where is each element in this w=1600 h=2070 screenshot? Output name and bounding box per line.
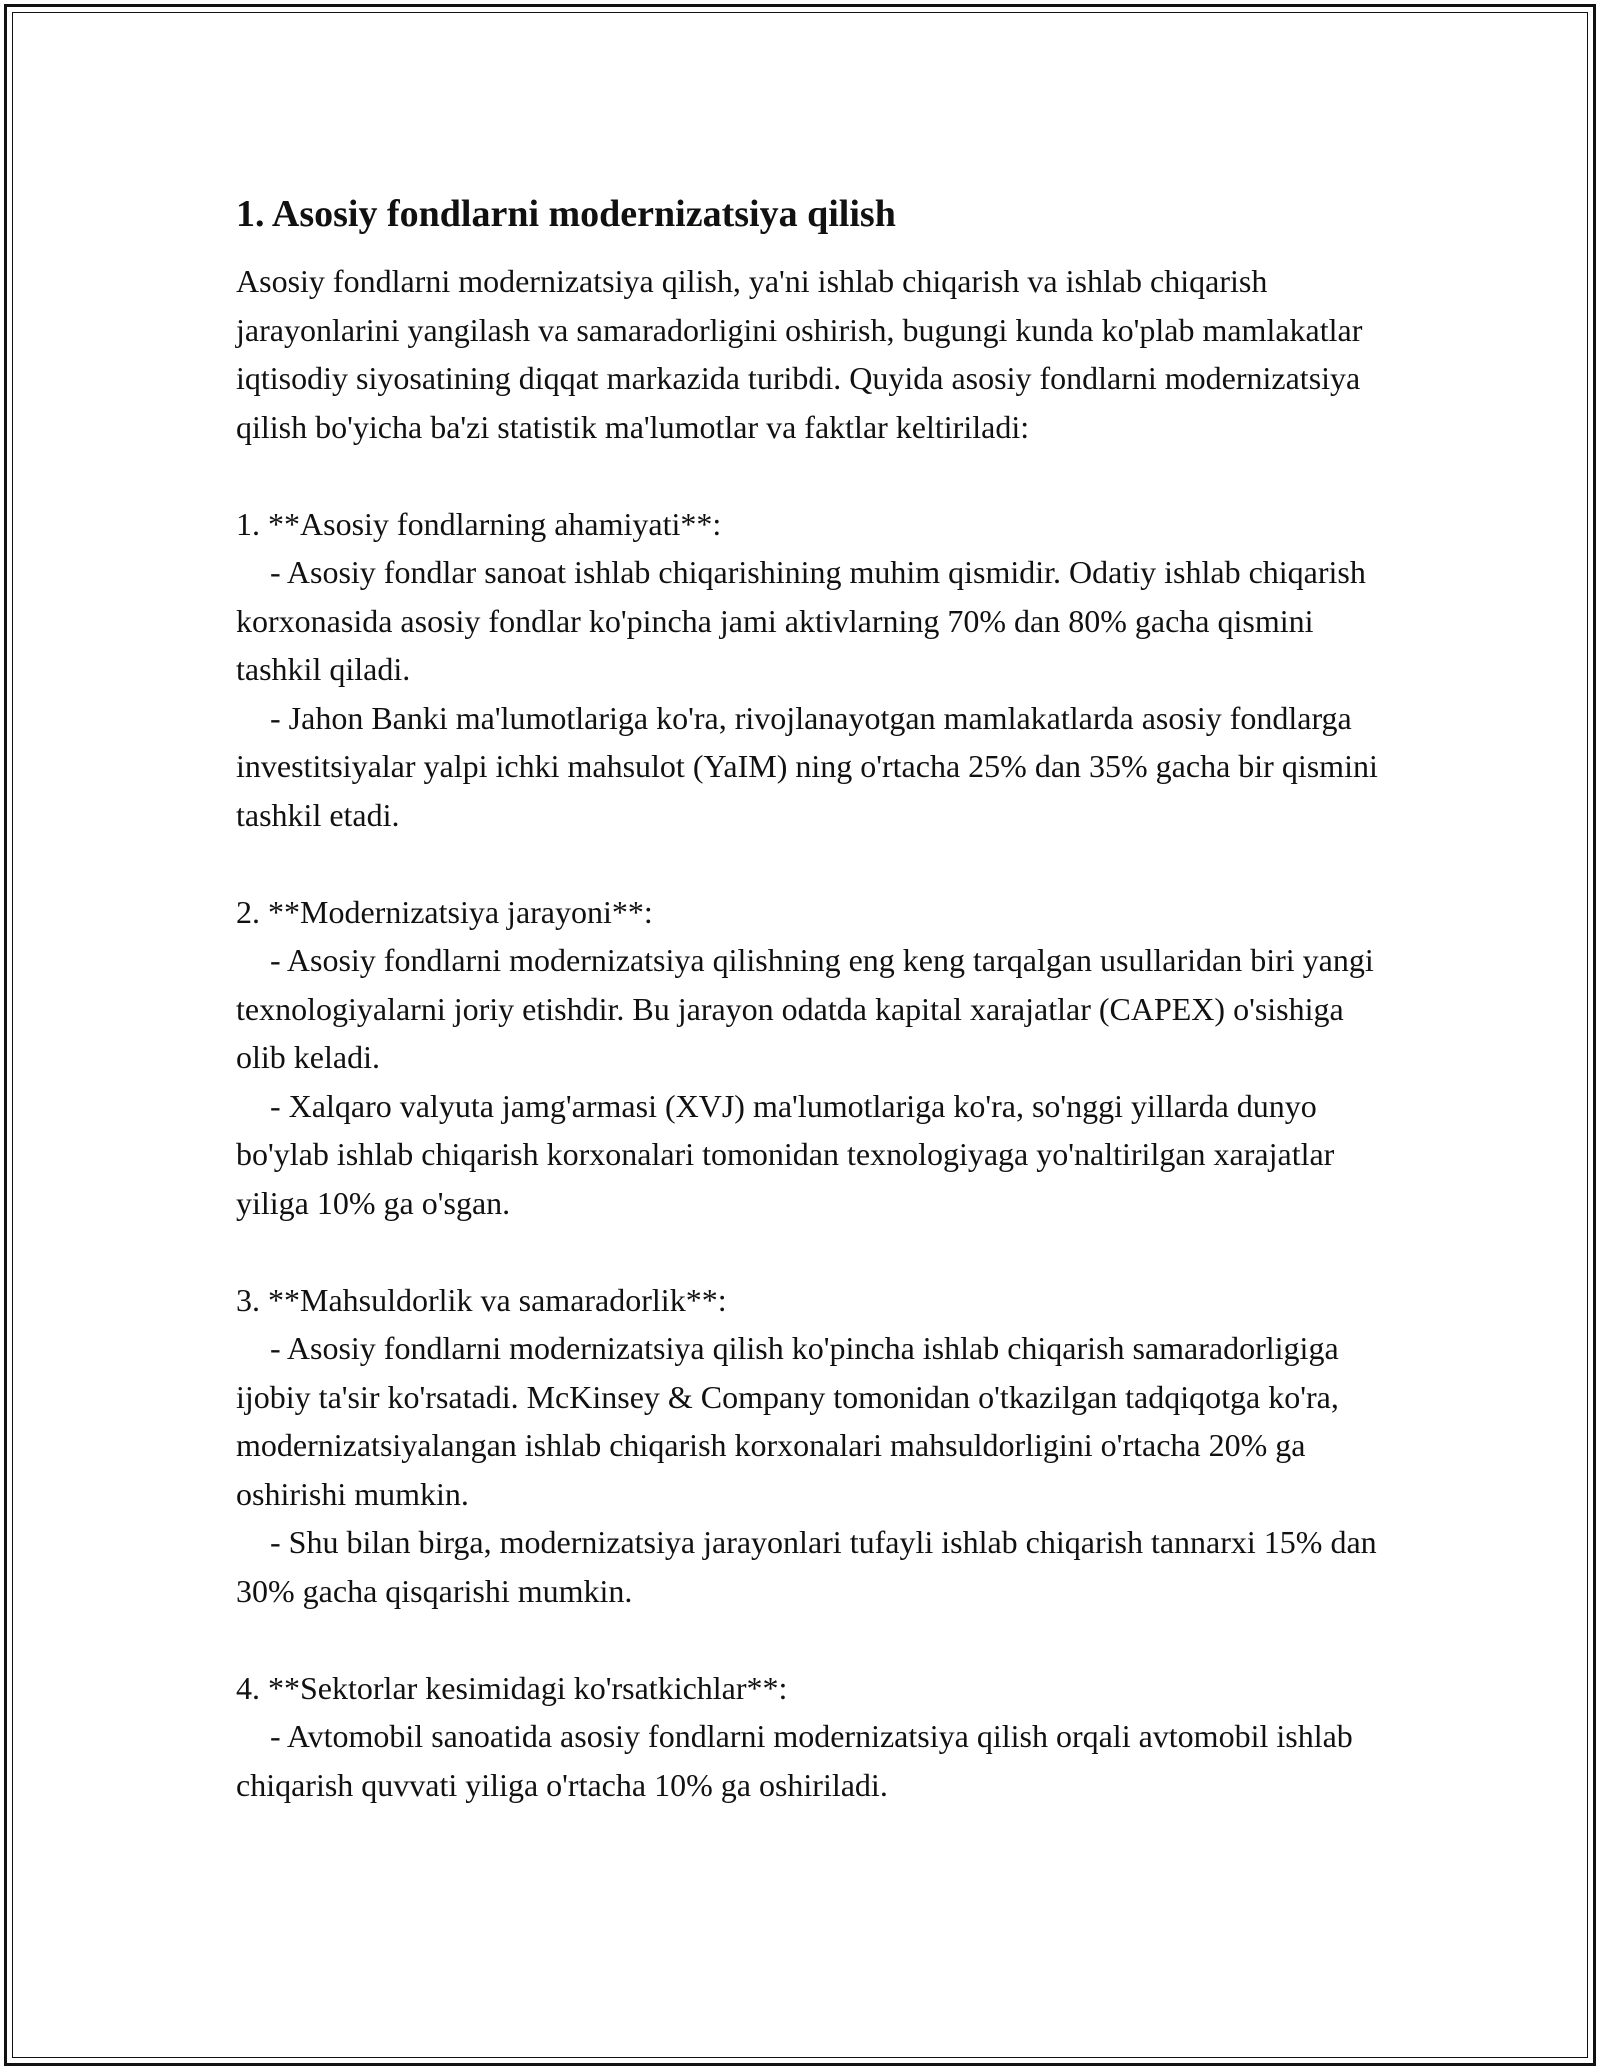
section-title: 2. **Modernizatsiya jarayoni**: bbox=[236, 893, 653, 930]
bullet-item: - Asosiy fondlarni modernizatsiya qilish ko'pincha ishlab chiqarish samaradorligiga ijobiy ta'sir ko'rsatadi. McKinsey & Company tomonidan o'tkazilgan tadqiqotga ko'ra, modernizatsiyalangan ishlab chiqarish korxonalari mahsuldorligini o'rtacha 20% ga oshirishi mumkin. bbox=[236, 1330, 1339, 1512]
bullet-item: - Avtomobil sanoatida asosiy fondlarni modernizatsiya qilish orqali avtomobil ishlab chiqarish quvvati yiliga o'rtacha 10% ga oshiriladi. bbox=[236, 1718, 1353, 1803]
bullet-item: - Asosiy fondlarni modernizatsiya qilishning eng keng tarqalgan usullaridan biri yangi texnologiyalarni joriy etishdir. Bu jarayon odatda kapital xarajatlar (CAPEX) o'sishiga olib keladi. bbox=[236, 942, 1374, 1075]
bullet-item: - Jahon Banki ma'lumotlariga ko'ra, rivojlanayotgan mamlakatlarda asosiy fondlarga investitsiyalar yalpi ichki mahsulot (YaIM) ning o'rtacha 25% dan 35% gacha bir qismini tashkil etadi. bbox=[236, 699, 1378, 833]
document-body bbox=[236, 185, 1386, 1809]
section-modernization-process bbox=[236, 888, 1386, 1228]
section-productivity bbox=[236, 1276, 1386, 1616]
bullet-item: - Shu bilan birga, modernizatsiya jarayonlari tufayli ishlab chiqarish tannarxi 15% dan 30% gacha qisqarishi mumkin. bbox=[236, 1524, 1377, 1609]
section-sector-indicators bbox=[236, 1664, 1386, 1810]
section-importance bbox=[236, 500, 1386, 840]
section-title: 4. **Sektorlar kesimidagi ko'rsatkichlar**: bbox=[236, 1669, 788, 1706]
section-title: 1. **Asosiy fondlarning ahamiyati**: bbox=[236, 505, 722, 542]
bullet-item: - Asosiy fondlar sanoat ishlab chiqarishining muhim qismidir. Odatiy ishlab chiqarish korxonasida asosiy fondlar ko'pincha jami aktivlarning 70% dan 80% gacha qismini tashkil qiladi. bbox=[236, 554, 1366, 687]
intro-paragraph: Asosiy fondlarni modernizatsiya qilish, ya'ni ishlab chiqarish va ishlab chiqarish jarayonlarini yangilash va samaradorligini oshirish, bugungi kunda ko'plab mamlakatlar iqtisodiy siyosatining diqqat markazida turibdi. Quyida asosiy fondlarni modernizatsiya qilish bo'yicha ba'zi statistik ma'lumotlar va faktlar keltiriladi: bbox=[236, 263, 1363, 445]
bullet-item: - Xalqaro valyuta jamg'armasi (XVJ) ma'lumotlariga ko'ra, so'nggi yillarda dunyo bo'ylab ishlab chiqarish korxonalari tomonidan texnologiyaga yo'naltirilgan xarajatlar yiliga 10% ga o'sgan. bbox=[236, 1087, 1335, 1221]
section-title: 3. **Mahsuldorlik va samaradorlik**: bbox=[236, 1281, 727, 1318]
page-title: 1. Asosiy fondlarni modernizatsiya qilish bbox=[236, 193, 896, 235]
